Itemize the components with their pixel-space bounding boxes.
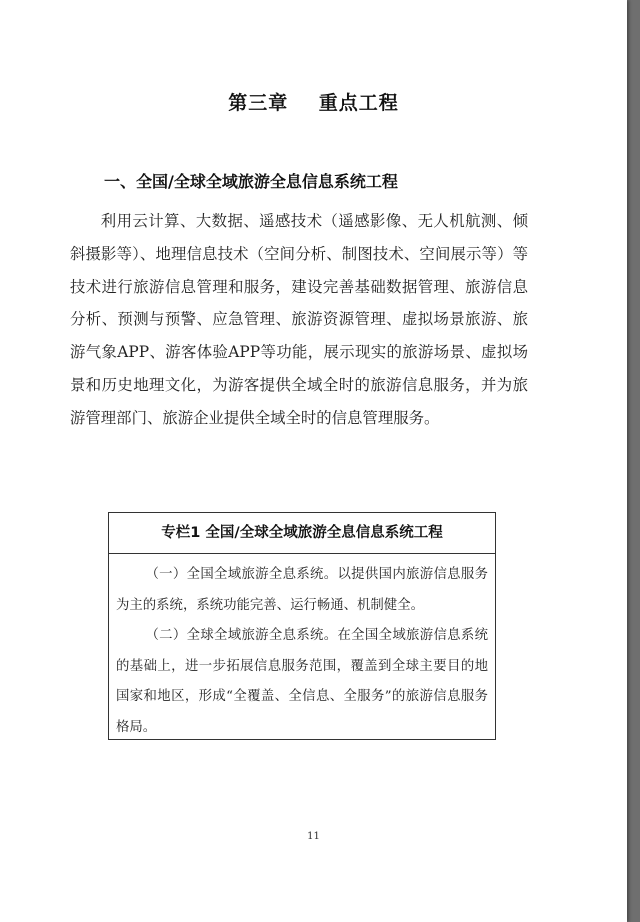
- feature-box-paragraph-global: （二）全球全域旅游全息系统。在全国全域旅游信息系统的基础上，进一步拓展信息服务范围，覆盖到全球主要目的地国家和地区，形成“全覆盖、全信息、全服务”的旅游信息服务格局。: [116, 628, 488, 735]
- section-heading: 一、全国/全球全域旅游全息信息系统工程: [104, 172, 398, 191]
- feature-box-title: 专栏1 全国/全球全域旅游全息信息系统工程: [109, 513, 495, 554]
- feature-box-paragraph-domestic: （一）全国全域旅游全息系统。以提供国内旅游信息服务为主的系统，系统功能完善、运行畅通、机制健全。: [116, 567, 488, 613]
- page-number: 11: [307, 831, 320, 842]
- section-body-paragraph: 利用云计算、大数据、遥感技术（遥感影像、无人机航测、倾斜摄影等）、地理信息技术（空间分析、制图技术、空间展示等）等技术进行旅游信息管理和服务，建设完善基础数据管理、旅游信息分析、预测与预警、应急管理、旅游资源管理、虚拟场景旅游、旅游气象APP、游客体验APP等功能，展示现实的旅游场景、虚拟场景和历史地理文化，为游客提供全域全时的旅游信息服务，并为旅游管理部门、旅游企业提供全域全时的信息管理服务。: [70, 212, 528, 427]
- chapter-title: 第三章 重点工程: [228, 92, 399, 114]
- feature-box: [108, 512, 496, 740]
- feature-box-body: [109, 554, 495, 743]
